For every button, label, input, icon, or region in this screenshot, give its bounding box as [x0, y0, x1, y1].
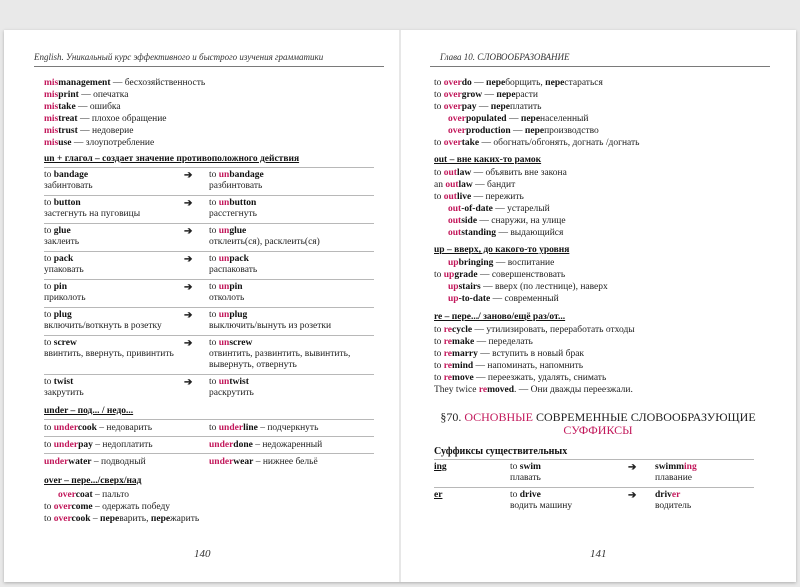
list-item: to outlaw — объявить вне закона [434, 168, 567, 178]
arrow-icon: ➔ [184, 254, 193, 265]
table-cell: to glue [44, 226, 71, 236]
table-cell: swimming [655, 462, 697, 472]
table-cell: водитель [655, 501, 692, 511]
table-cell: to bandage [44, 170, 89, 180]
list-item: mistrust — недоверие [44, 126, 134, 136]
divider [44, 419, 374, 420]
list-item: out-of-date — устарелый [448, 204, 550, 214]
list-item: an outlaw — бандит [434, 180, 516, 190]
chapter-title: §70. ОСНОВНЫЕ СОВРЕМЕННЫЕ СЛОВООБРАЗУЮЩИЕ [440, 410, 756, 424]
list-item: to underline – подчеркнуть [209, 423, 319, 433]
left-running-header: English. Уникальный курс эффективного и быстрого изучения грамматики [34, 52, 324, 62]
table-cell: забинтовать [44, 181, 93, 191]
divider [44, 335, 374, 336]
table-cell: разбинтовать [209, 181, 263, 191]
arrow-icon: ➔ [628, 490, 637, 501]
list-item: overproduction — перепроизводство [448, 126, 599, 136]
table-cell: ввинтить, ввернуть, привинтить [44, 349, 174, 359]
up-section-heading: up – вверх, до какого-то уровня [434, 245, 570, 255]
table-cell: отколоть [209, 293, 245, 303]
table-cell: включить/воткнуть в розетку [44, 321, 162, 331]
table-cell: to button [44, 198, 81, 208]
right-page [400, 30, 796, 582]
arrow-icon: ➔ [184, 198, 193, 209]
table-cell: to swim [510, 462, 541, 472]
table-cell: закрутить [44, 388, 84, 398]
arrow-icon: ➔ [184, 338, 193, 349]
suffix-label: er [434, 490, 443, 500]
list-item: mistake — ошибка [44, 102, 121, 112]
table-cell: приколоть [44, 293, 86, 303]
right-header-rule [430, 66, 770, 67]
list-item: underwear – нижнее бельё [209, 457, 318, 467]
table-cell: to unglue [209, 226, 247, 236]
list-item: to overdo — переборщить, перестараться [434, 78, 603, 88]
table-cell: застегнуть на пуговицы [44, 209, 141, 219]
list-item: to outlive — пережить [434, 192, 524, 202]
chapter-title-line2: СУФФИКСЫ [563, 423, 633, 437]
un-section-heading: un + глагол – создает значение противоположного действия [44, 154, 300, 164]
list-item: to remind — напоминать, напомнить [434, 361, 584, 371]
divider [44, 167, 374, 168]
table-cell: driver [655, 490, 681, 500]
list-item: outstanding — выдающийся [448, 228, 564, 238]
page-number: 141 [590, 548, 607, 560]
list-item: to overcook – переварить, пережарить [44, 514, 200, 524]
arrow-icon: ➔ [184, 226, 193, 237]
arrow-icon: ➔ [184, 170, 193, 181]
table-cell: to unbutton [209, 198, 257, 208]
table-cell: выключить/вынуть из розетки [209, 321, 332, 331]
left-header-rule [34, 66, 384, 67]
list-item: to overcome – одержать победу [44, 502, 171, 512]
table-cell: отклеить(ся), расклеить(ся) [209, 237, 320, 247]
arrow-icon: ➔ [184, 310, 193, 321]
list-item: overcoat – пальто [58, 490, 130, 500]
arrow-icon: ➔ [184, 377, 193, 388]
list-item: to remake — переделать [434, 337, 533, 347]
over-section-heading: over – пере.../сверх/над [44, 476, 142, 486]
list-item: to overtake — обогнать/обгонять, догнать /догнать [434, 138, 640, 148]
list-item: underwater – подводный [44, 457, 146, 467]
right-running-header: Глава 10. СЛОВООБРАЗОВАНИЕ [440, 52, 570, 62]
list-item: upstairs — вверх (по лестнице), наверх [448, 282, 608, 292]
example-sentence: They twice removed. — Они дважды переезжали. [434, 385, 633, 395]
divider [44, 279, 374, 280]
table-cell: распаковать [209, 265, 258, 275]
arrow-icon: ➔ [628, 462, 637, 473]
divider [434, 459, 754, 460]
table-cell: водить машину [510, 501, 573, 511]
divider [434, 487, 754, 488]
list-item: outside — снаружи, на улице [448, 216, 566, 226]
out-section-heading: out – вне каких-то рамок [434, 155, 542, 165]
table-cell: to twist [44, 377, 74, 387]
divider [44, 251, 374, 252]
list-item: underdone – недожаренный [209, 440, 323, 450]
table-cell: to pin [44, 282, 67, 292]
list-item: mistreat — плохое обращение [44, 114, 167, 124]
table-cell: to unpin [209, 282, 243, 292]
list-item: to remarry — вступить в новый брак [434, 349, 585, 359]
table-cell: вывернуть, отвернуть [209, 360, 297, 370]
table-cell: to drive [510, 490, 541, 500]
table-cell: to untwist [209, 377, 249, 387]
table-cell: to plug [44, 310, 72, 320]
page-number: 140 [194, 548, 211, 560]
suffix-label: ing [434, 462, 447, 472]
left-page [4, 30, 400, 582]
list-item: up-to-date — современный [448, 294, 559, 304]
list-item: to upgrade — совершенствовать [434, 270, 566, 280]
divider [44, 374, 374, 375]
table-cell: to pack [44, 254, 74, 264]
list-item: to overgrow — перерасти [434, 90, 538, 100]
divider [44, 223, 374, 224]
list-item: misprint — опечатка [44, 90, 129, 100]
table-cell: плавание [655, 473, 693, 483]
list-item: to recycle — утилизировать, переработать отходы [434, 325, 635, 335]
table-cell: to unpack [209, 254, 249, 264]
list-item: to overpay — переплатить [434, 102, 542, 112]
divider [44, 195, 374, 196]
table-cell: to unscrew [209, 338, 253, 348]
table-cell: раскрутить [209, 388, 254, 398]
list-item: upbringing — воспитание [448, 258, 555, 268]
list-item: to underpay – недоплатить [44, 440, 153, 450]
under-section-heading: under – под... / недо... [44, 406, 134, 416]
table-cell: заклеить [44, 237, 80, 247]
divider [44, 307, 374, 308]
list-item: to remove — переезжать, удалять, снимать [434, 373, 607, 383]
table-cell: to screw [44, 338, 77, 348]
table-cell: отвинтить, развинтить, вывинтить, [209, 349, 351, 359]
book-spread [4, 30, 796, 582]
list-item: misuse — злоупотребление [44, 138, 155, 148]
suffix-heading: Суффиксы существительных [434, 446, 568, 457]
table-cell: to unbandage [209, 170, 264, 180]
divider [44, 453, 374, 454]
table-cell: расстегнуть [209, 209, 257, 219]
table-cell: упаковать [44, 265, 84, 275]
divider [44, 436, 374, 437]
list-item: overpopulated — перенаселенный [448, 114, 589, 124]
arrow-icon: ➔ [184, 282, 193, 293]
list-item: mismanagement — бесхозяйственность [44, 78, 206, 88]
table-cell: to unplug [209, 310, 248, 320]
table-cell: плавать [510, 473, 541, 483]
re-section-heading: re – пере.../ заново/ещё раз/от... [434, 312, 566, 322]
list-item: to undercook – недоварить [44, 423, 153, 433]
